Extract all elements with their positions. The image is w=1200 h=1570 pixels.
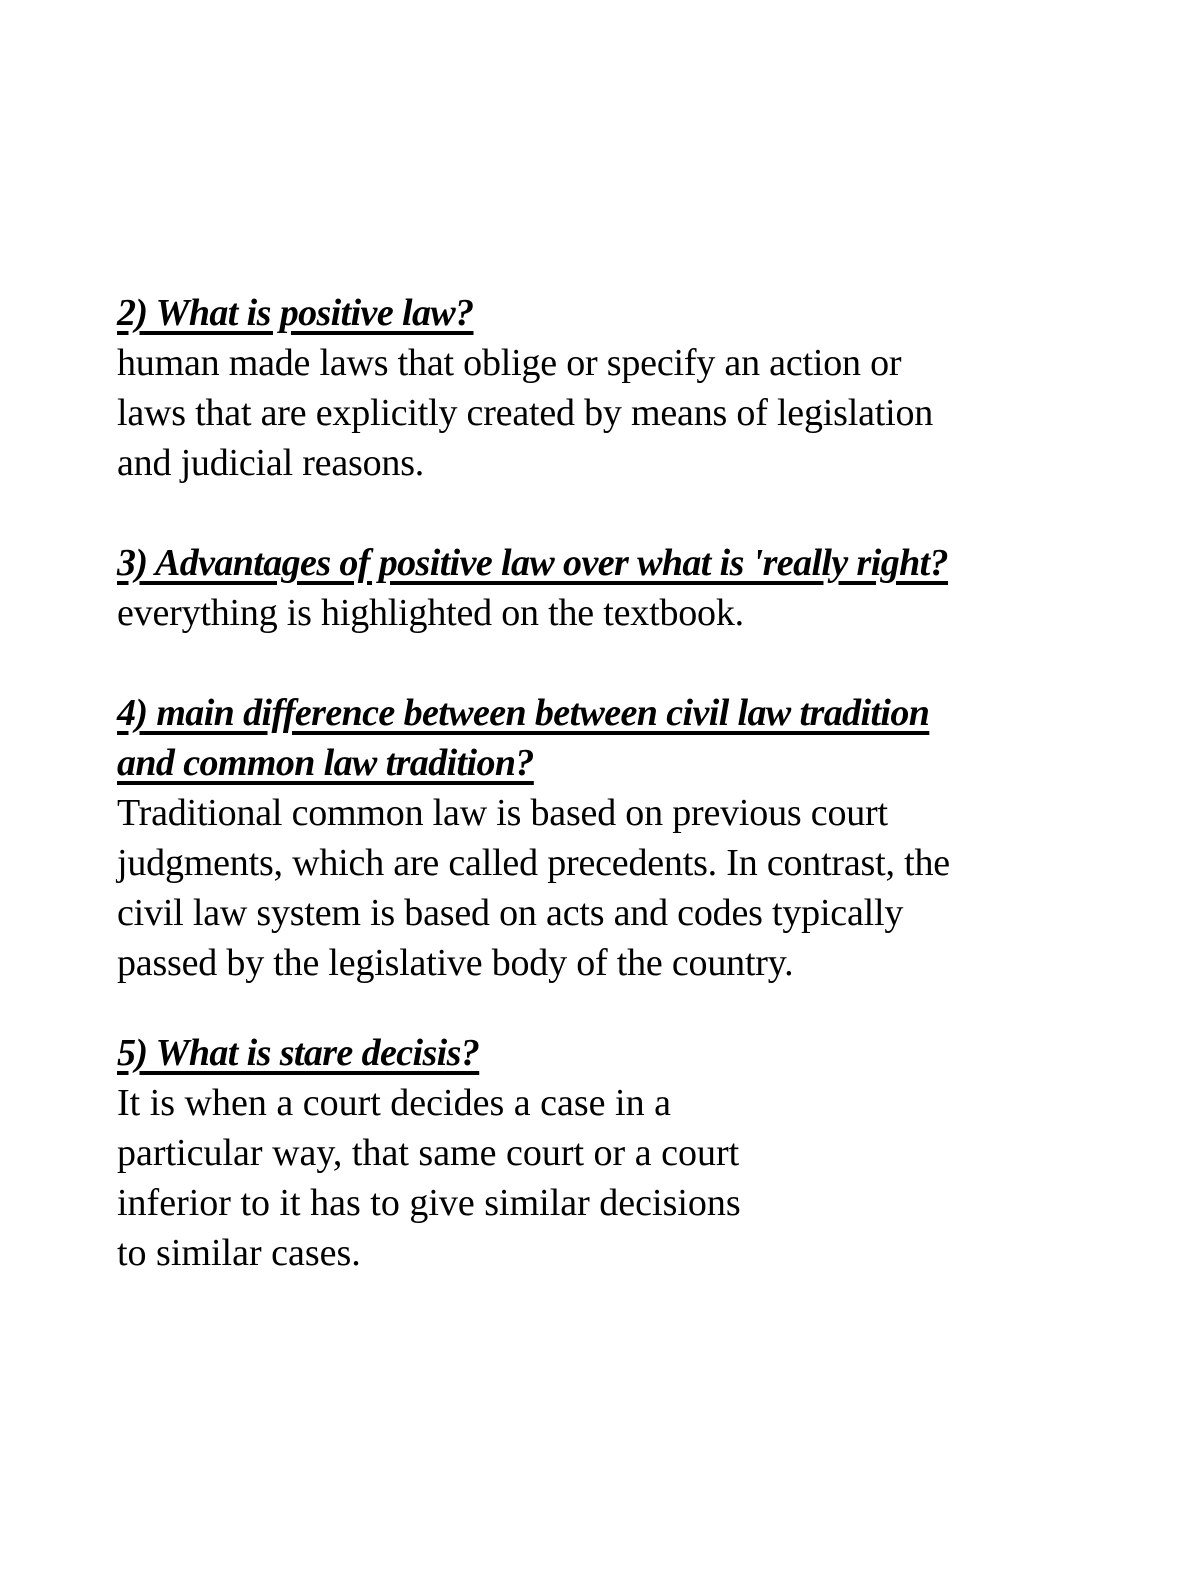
qa-section-5 bbox=[117, 1028, 1117, 1278]
section-spacer bbox=[117, 638, 1117, 688]
question-heading: 3) Advantages of positive law over what is 'really right? bbox=[117, 542, 948, 584]
answer-text: everything is highlighted on the textbook. bbox=[117, 592, 744, 634]
qa-section-2 bbox=[117, 288, 1117, 488]
answer-text: Traditional common law is based on previous court judgments, which are called precedents. In contrast, the civil law system is based on acts and codes typically passed by the legislative body of the country. bbox=[117, 792, 950, 984]
qa-section-4 bbox=[117, 688, 1117, 988]
answer-text: human made laws that oblige or specify an action or laws that are explicitly created by means of legislation and judicial reasons. bbox=[117, 342, 934, 484]
answer-text: It is when a court decides a case in a particular way, that same court or a court inferior to it has to give similar decisions to similar cases. bbox=[117, 1082, 741, 1274]
document-content bbox=[117, 288, 1117, 1278]
qa-section-3 bbox=[117, 538, 1117, 638]
section-spacer bbox=[117, 988, 1117, 1028]
section-spacer bbox=[117, 488, 1117, 538]
question-heading: 2) What is positive law? bbox=[117, 292, 474, 334]
question-heading: 4) main difference between between civil law tradition and common law tradition? bbox=[117, 692, 930, 784]
question-heading: 5) What is stare decisis? bbox=[117, 1032, 480, 1074]
